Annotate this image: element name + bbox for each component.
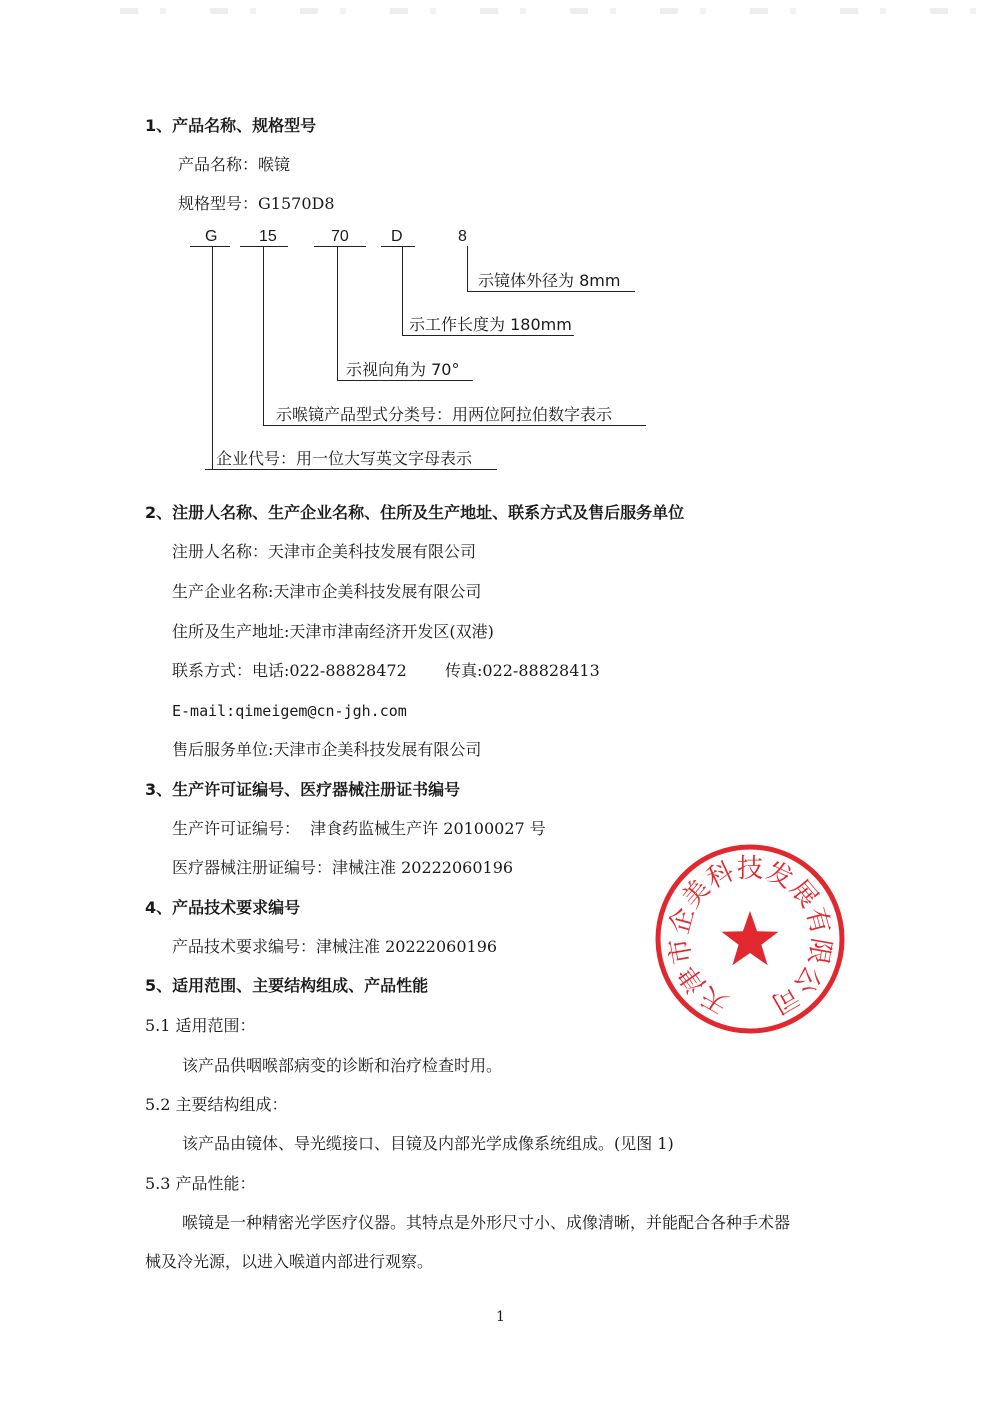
section-2-heading: 2、注册人名称、生产企业名称、住所及生产地址、联系方式及售后服务单位 <box>145 503 685 522</box>
section-1-heading: 1、产品名称、规格型号 <box>145 116 317 135</box>
leader-line-70 <box>337 246 338 380</box>
annotation-length: 示工作长度为 180mm <box>409 315 572 334</box>
code-15: 15 <box>259 228 277 245</box>
email-line: E-mail:qimeigem@cn-jgh.com <box>172 702 407 720</box>
model-line: 规格型号：G1570D8 <box>178 194 335 213</box>
license-line: 生产许可证编号： 津食药监械生产许 20100027 号 <box>172 819 546 838</box>
registration-line: 医疗器械注册证编号：津械注准 20222060196 <box>172 858 514 877</box>
requirement-line: 产品技术要求编号：津械注准 20222060196 <box>172 937 498 956</box>
seal-char: 技 <box>736 854 764 884</box>
leader-line-8 <box>467 246 468 292</box>
annotation-rule <box>402 335 574 336</box>
annotation-rule <box>467 291 635 292</box>
product-name-line: 产品名称：喉镜 <box>178 155 291 174</box>
fax-line: 传真:022-88828413 <box>445 661 600 680</box>
scope-title: 5.1 适用范围： <box>145 1016 256 1035</box>
section-5-heading: 5、适用范围、主要结构组成、产品性能 <box>145 976 429 995</box>
seal-char: 市 <box>664 935 699 967</box>
seal-char: 司 <box>766 980 804 1020</box>
seal-char: 企 <box>664 904 701 938</box>
section-4-heading: 4、产品技术要求编号 <box>145 898 301 917</box>
seal-char: 天 <box>696 980 734 1020</box>
leader-line-15 <box>263 246 264 426</box>
section-3-heading: 3、生产许可证编号、医疗器械注册证书编号 <box>145 780 461 799</box>
registrant-line: 注册人名称：天津市企美科技发展有限公司 <box>172 542 477 561</box>
annotation-view-angle: 示视向角为 70° <box>346 360 460 379</box>
performance-title: 5.3 产品性能： <box>145 1174 256 1193</box>
annotation-rule <box>337 380 473 381</box>
code-70: 70 <box>331 228 349 245</box>
annotation-company-code: 企业代号：用一位大写英文字母表示 <box>216 449 473 468</box>
performance-text-1: 喉镜是一种精密光学医疗仪器。其特点是外形尺寸小、成像清晰，并能配合各种手术器 <box>182 1213 791 1232</box>
code-g: G <box>205 228 218 245</box>
manufacturer-line: 生产企业名称:天津市企美科技发展有限公司 <box>172 582 482 601</box>
scan-artifact <box>120 8 980 14</box>
page-number: 1 <box>496 1309 505 1325</box>
annotation-diameter: 示镜体外径为 8mm <box>478 271 621 290</box>
code-d: D <box>391 228 403 245</box>
code-8: 8 <box>458 228 467 245</box>
seal-char: 津 <box>672 959 713 999</box>
seal-char: 限 <box>801 935 836 967</box>
code-underline <box>314 246 366 247</box>
leader-line-g <box>212 246 213 470</box>
code-underline <box>190 246 230 247</box>
annotation-rule <box>205 469 497 470</box>
annotation-rule <box>263 425 646 426</box>
address-line: 住所及生产地址:天津市津南经济开发区(双港) <box>172 622 494 641</box>
seal-char: 科 <box>702 856 739 895</box>
structure-title: 5.2 主要结构组成： <box>145 1095 288 1114</box>
seal-char: 公 <box>787 959 828 999</box>
star-icon <box>722 911 779 965</box>
company-seal <box>654 843 846 1035</box>
seal-char: 美 <box>676 874 717 914</box>
structure-text: 该产品由镜体、导光缆接口、目镜及内部光学成像系统组成。(见图 1) <box>182 1134 674 1153</box>
annotation-type-code: 示喉镜产品型式分类号：用两位阿拉伯数字表示 <box>276 405 613 424</box>
seal-char: 发 <box>761 856 798 895</box>
code-underline <box>240 246 288 247</box>
code-underline <box>381 246 415 247</box>
scope-text: 该产品供咽喉部病变的诊断和治疗检查时用。 <box>182 1056 503 1075</box>
service-line: 售后服务单位:天津市企美科技发展有限公司 <box>172 740 482 759</box>
seal-char: 有 <box>799 904 836 938</box>
phone-line: 联系方式：电话:022-88828472 <box>172 661 407 680</box>
seal-char: 展 <box>783 874 824 914</box>
performance-text-2: 械及冷光源，以进入喉道内部进行观察。 <box>145 1252 434 1271</box>
leader-line-d <box>402 246 403 336</box>
